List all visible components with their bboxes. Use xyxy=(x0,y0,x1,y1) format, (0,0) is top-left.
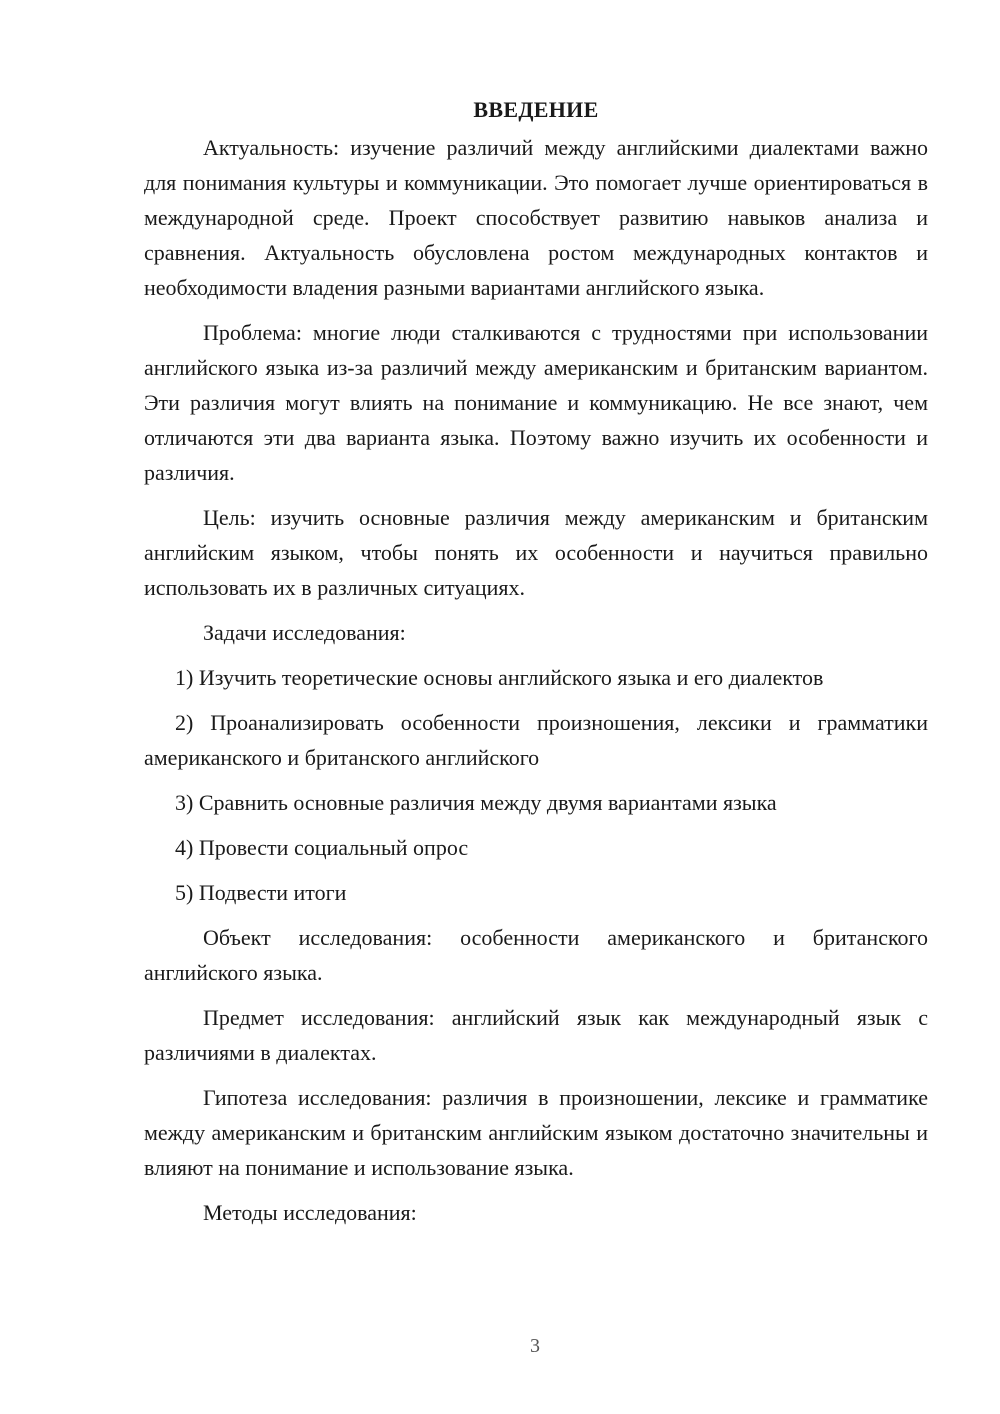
page-number: 3 xyxy=(530,1335,540,1357)
task-item-2: 2) Проанализировать особенности произношения, лексики и грамматики американского и британского английского xyxy=(144,710,928,770)
task-item-4: 4) Провести социальный опрос xyxy=(175,835,469,860)
paragraph-problem: Проблема: многие люди сталкиваются с трудностями при использовании английского языка из-за различий между американским и британским вариантом. Эти различия могут влиять на понимание и коммуникацию. Не все знают, чем отличаются эти два варианта языка. Поэтому важно изучить их особенности и различия. xyxy=(144,320,928,485)
methods-heading: Методы исследования: xyxy=(203,1200,417,1225)
paragraph-subject: Предмет исследования: английский язык как международный язык с различиями в диалектах. xyxy=(144,1005,928,1065)
task-item-1: 1) Изучить теоретические основы английского языка и его диалектов xyxy=(175,665,824,690)
paragraph-relevance: Актуальность: изучение различий между английскими диалектами важно для понимания культуры и коммуникации. Это помогает лучше ориентироваться в международной среде. Проект способствует развитию навыков анализа и сравнения. Актуальность обусловлена ростом международных контактов и необходимости владения разными вариантами английского языка. xyxy=(144,135,928,300)
paragraph-goal: Цель: изучить основные различия между американским и британским английским языком, чтобы понять их особенности и научиться правильно использовать их в различных ситуациях. xyxy=(144,505,928,600)
paragraph-hypothesis: Гипотеза исследования: различия в произношении, лексике и грамматике между американским и британским английским языком достаточно значительны и влияют на понимание и использование языка. xyxy=(144,1085,928,1180)
page-title: ВВЕДЕНИЕ xyxy=(473,97,599,122)
task-item-5: 5) Подвести итоги xyxy=(175,880,347,905)
tasks-heading: Задачи исследования: xyxy=(203,620,406,645)
task-item-3: 3) Сравнить основные различия между двумя вариантами языка xyxy=(175,790,777,815)
page-content xyxy=(144,92,928,1240)
paragraph-object: Объект исследования: особенности американского и британского английского языка. xyxy=(144,925,928,985)
